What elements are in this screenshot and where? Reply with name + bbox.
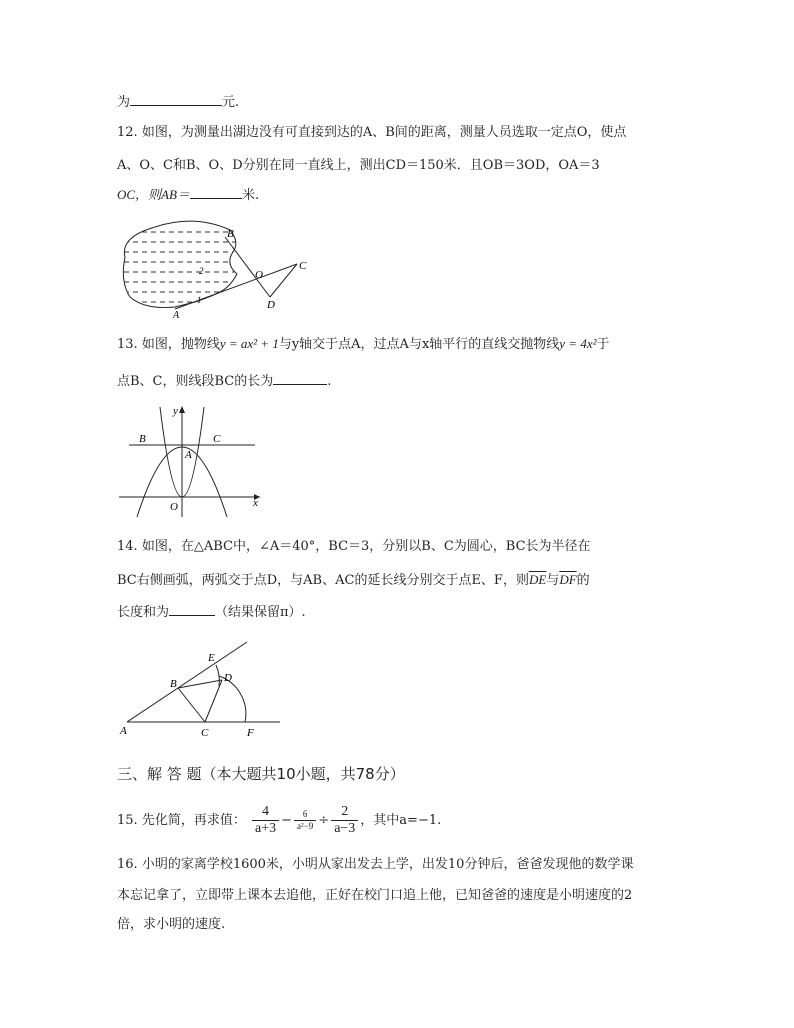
parabola-figure	[115, 402, 265, 520]
q12-line1: 12. 如图，为测量出湖边没有可直接到达的A、B间的距离，测量人员选取一定点O，使点	[117, 125, 627, 140]
section-heading: 三、解 答 题（本大题共10小题，共78分）	[117, 765, 405, 783]
answer-blank	[169, 603, 215, 616]
fraction-2: $\frac{6}{\text{a²−9}}$	[294, 809, 316, 832]
q16-line1: 16. 小明的家离学校1600米，小明从家出发去上学，出发10分钟后，爸爸发现他的数学课	[117, 857, 634, 872]
arc-DE: $\overline{DE}$	[528, 572, 547, 587]
fraction-3: $\frac{2}{a-3}$	[331, 804, 358, 837]
label-C: C	[299, 260, 307, 272]
label-B: B	[227, 228, 234, 240]
q12-line2: A、O、C和B、O、D分别在同一直线上，测出CD＝150米．且OB＝3OD，OA＝3	[117, 158, 600, 173]
label-y: y	[173, 405, 178, 417]
label-B: B	[139, 433, 146, 445]
label-A: A	[185, 449, 192, 461]
q16-line3: 倍，求小明的速度.	[117, 917, 226, 932]
label-D: D	[267, 299, 275, 311]
answer-blank	[190, 186, 242, 199]
answer-blank	[130, 93, 222, 106]
q13-line2: 点B、C，则线段BC的长为 .	[117, 374, 332, 389]
q16-line2: 本忘记拿了，立即带上课本去追他，正好在校门口追上他，已知爸爸的速度是小明速度的2	[117, 888, 633, 903]
fraction-1: $\frac{4}{a+3}$	[252, 804, 279, 837]
q14-line3: 长度和为 （结果保留π）.	[117, 605, 306, 620]
arc-DF: $\overline{DF}$	[559, 572, 577, 587]
label-O: O	[170, 501, 178, 513]
label-2: 2	[199, 266, 204, 276]
label-O: O	[255, 269, 263, 281]
label-1: 1	[197, 295, 202, 305]
lake-figure	[115, 212, 315, 322]
label-E: E	[208, 652, 215, 664]
label-C: C	[201, 727, 209, 739]
triangle-figure	[115, 640, 290, 740]
label-F: F	[247, 727, 254, 739]
q11-line: 为 元.	[117, 95, 240, 110]
label-x: x	[253, 497, 258, 509]
label-A: A	[173, 310, 180, 321]
label-C: C	[213, 433, 221, 445]
label-B: B	[170, 678, 177, 690]
label-D: D	[224, 672, 232, 684]
q12-line3: OC，则AB＝ 米.	[117, 187, 260, 203]
q13-line1: 13. 如图，抛物线y = ax² + 1与y轴交于点A，过点A与x轴平行的直线交抛物线y = 4x²于	[117, 336, 610, 352]
answer-blank	[273, 372, 327, 385]
q14-line2: BC右侧画弧，两弧交于点D，与AB、AC的延长线分别交于点E、F，则$\overline{DE}$与$\overline{DF}$的	[117, 572, 590, 588]
label-A: A	[120, 725, 127, 737]
q14-line1: 14. 如图，在△ABC中，∠A＝40°，BC＝3，分别以B、C为圆心，BC长为半径在	[117, 539, 591, 554]
q15-line: 15. 先化简，再求值： $\frac{4}{a+3}$ − $\frac{6}{\text{a²−9}}$ ÷ $\frac{2}{a-3}$ ，其中a=−1.	[117, 804, 442, 836]
